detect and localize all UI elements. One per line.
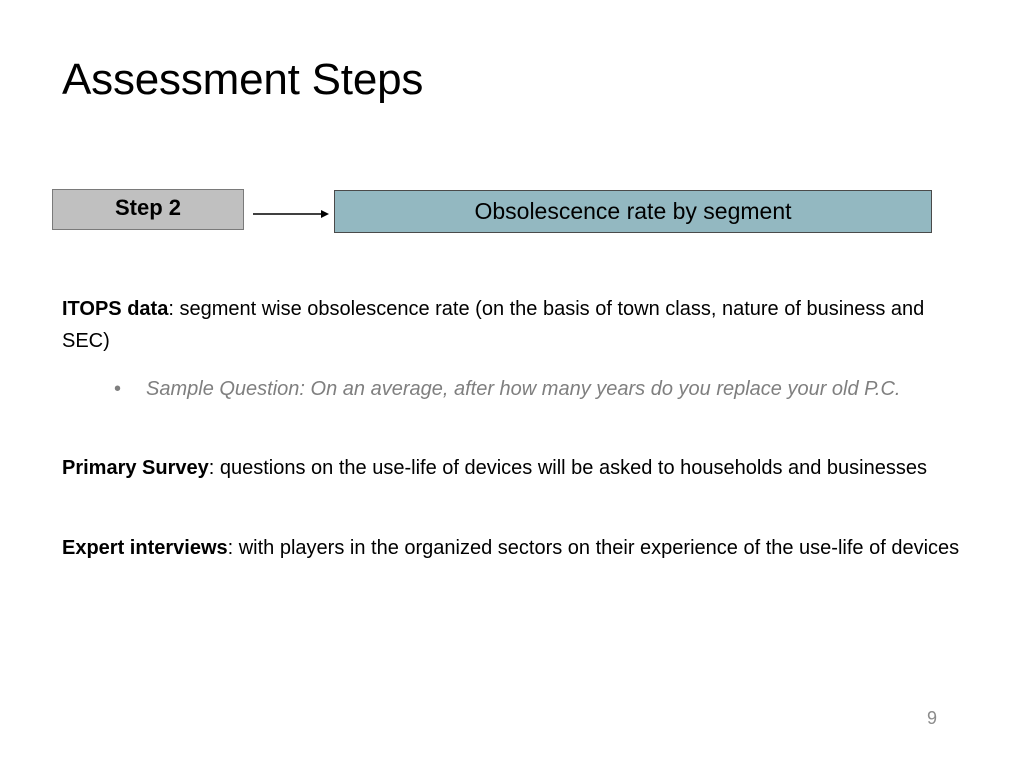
sample-question-text: Sample Question: On an average, after how many years do you replace your old P.C. (146, 378, 901, 400)
bullet-icon: • (114, 378, 122, 400)
step-description-box (334, 190, 932, 233)
step-label: Step 2 (114, 194, 182, 220)
itops-paragraph (62, 293, 962, 357)
slide-title: Assessment Steps (62, 55, 424, 104)
primary-survey-heading: Primary Survey (62, 457, 209, 479)
expert-interviews-paragraph (62, 532, 962, 564)
sample-question-bullet (114, 373, 974, 406)
primary-survey-paragraph (62, 452, 962, 484)
primary-survey-text: : questions on the use-life of devices will be asked to households and businesses (208, 457, 927, 479)
step-label-box (52, 189, 244, 230)
expert-interviews-text: : with players in the organized sectors on their experience of the use-life of devices (227, 537, 960, 559)
itops-heading: ITOPS data (62, 298, 169, 320)
itops-text: : segment wise obsolescence rate (on the basis of town class, nature of business and SEC) (62, 298, 925, 352)
right-arrow-icon (253, 207, 329, 221)
step-description: Obsolescence rate by segment (474, 198, 792, 224)
expert-interviews-heading: Expert interviews (62, 537, 228, 559)
page-number: 9 (926, 708, 937, 728)
